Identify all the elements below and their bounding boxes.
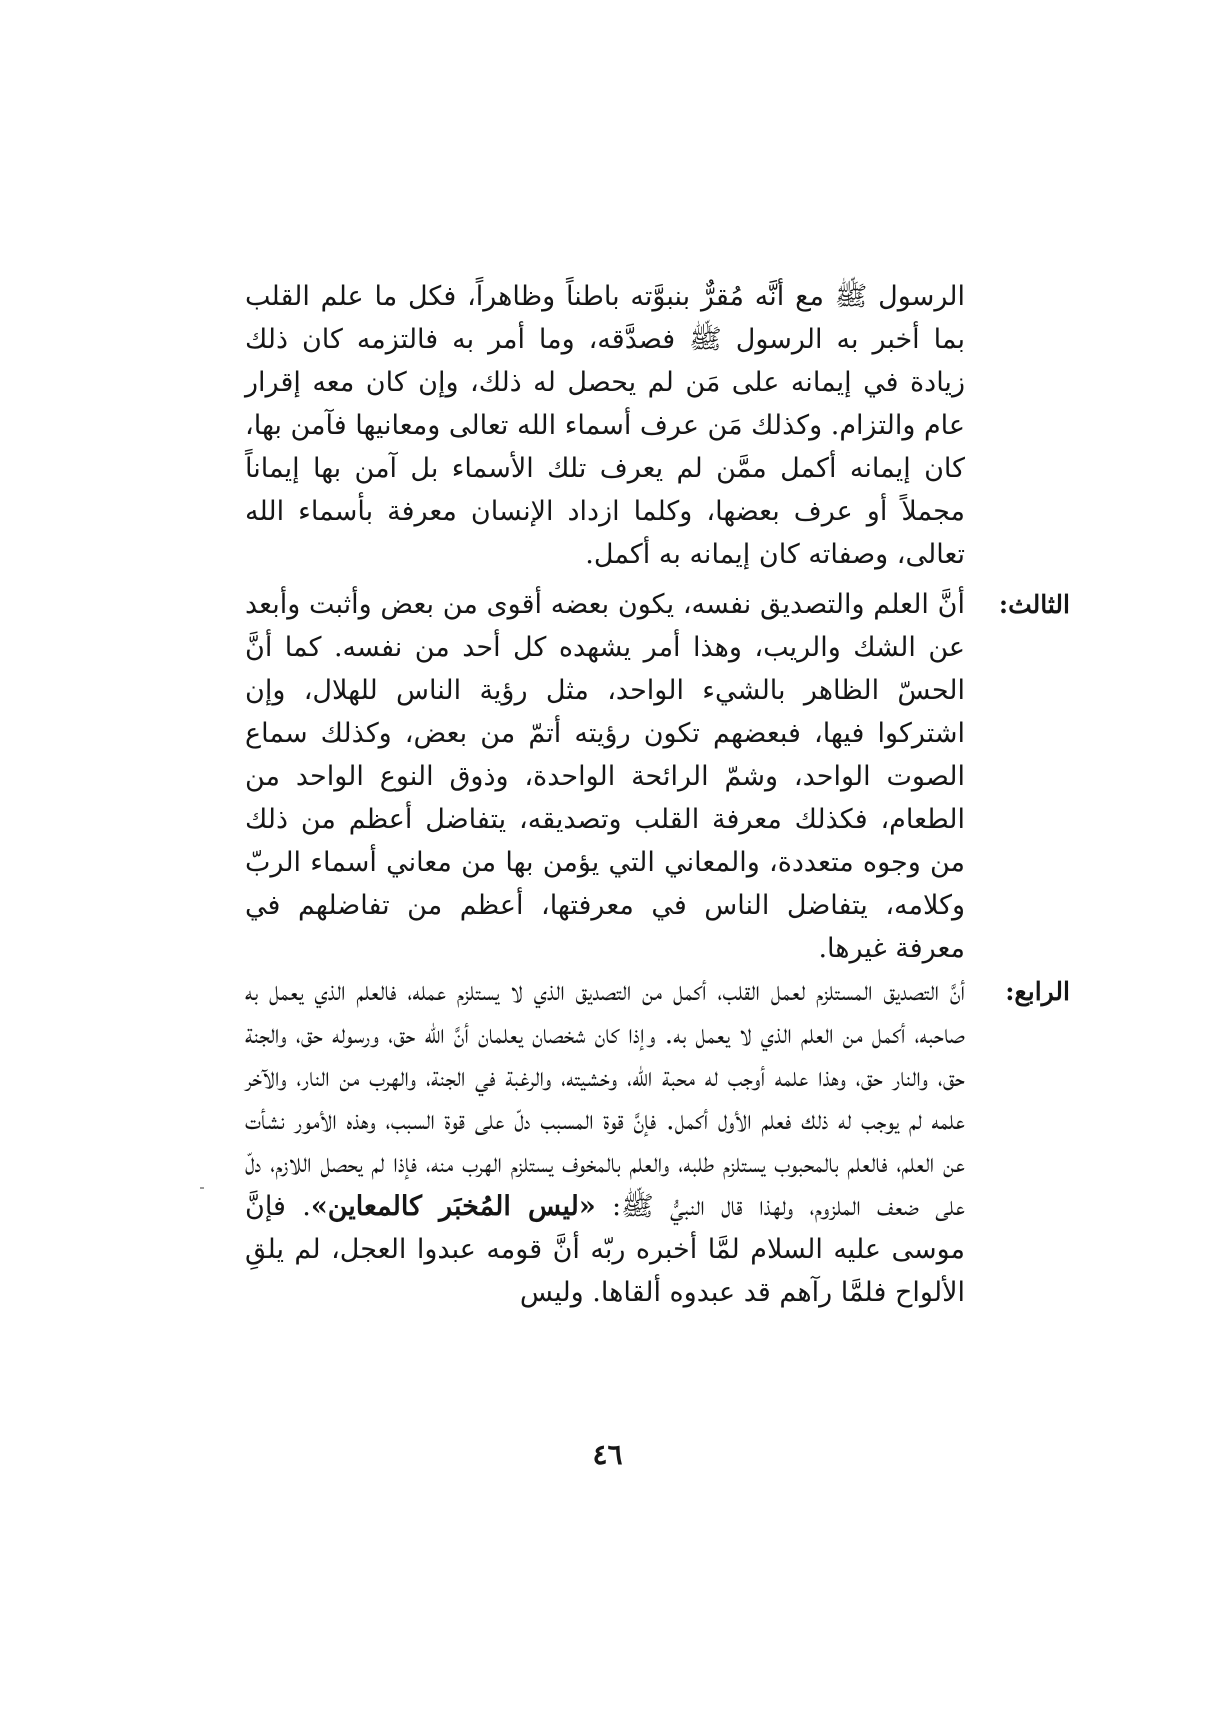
intro-paragraph: الرسول ﷺ مع أنَّه مُقرٌّ بنبوَّته باطناً وظاهراً، فكل ما علم القلب بما أخبر به الرسول ﷺ فصدَّقه، وما أمر به فالتزمه كان ذلك زيادة في إيمانه على مَن لم يحصل له ذلك، وإن كان معه إقرار عام والتزام. وكذلك مَن عرف أسماء الله تعالى ومعانيها فآمن بها، كان إيمانه أكمل ممَّن لم يعرف تلك الأسماء بل آمن بها إيماناً مجملاً أو عرف بعضها، وكلما ازداد الإنسان معرفة بأسماء الله تعالى، وصفاته كان إيمانه به أكمل. <box>245 281 965 570</box>
hadith-quote: «ليس المُخبَر كالمعاين» <box>310 1191 596 1222</box>
page-number <box>0 1438 1205 1471</box>
section-fourth <box>245 970 1070 1314</box>
section-fourth-label: الرابع: <box>1005 977 1070 1006</box>
section-third-label: الثالث: <box>998 590 1070 619</box>
margin-mark <box>200 1187 204 1189</box>
section-fourth-body <box>245 970 965 1314</box>
section-fourth-text-after-quote: . فإنَّ موسى عليه السلام لمَّا أخبره ربّه أنَّ قومه عبدوا العجل، لم يلقِ الألواح فلمَّا رآهم قد عبدوه ألقاها. وليس <box>245 1191 965 1308</box>
section-third-body: أنَّ العلم والتصديق نفسه، يكون بعضه أقوى من بعض وأثبت وأبعد عن الشك والريب، وهذا أمر يشهده كل أحد من نفسه. كما أنَّ الحسّ الظاهر بالشيء الواحد، مثل رؤية الناس للهلال، وإن اشتركوا فيها، فبعضهم تكون رؤيته أتمّ من بعض، وكذلك سماع الصوت الواحد، وشمّ الرائحة الواحدة، وذوق النوع الواحد من الطعام، فكذلك معرفة القلب وتصديقه، يتفاضل أعظم من ذلك من وجوه متعددة، والمعاني التي يؤمن بها من معاني أسماء الربّ وكلامه، يتفاضل الناس في معرفتها، أعظم من تفاضلهم في معرفة غيرها. <box>245 589 965 964</box>
page-number-value: ٤٦ <box>592 1438 623 1471</box>
section-third <box>245 583 1070 970</box>
section-fourth-text-before-quote: أنَّ التصديق المستلزم لعمل القلب، أكمل من التصديق الذي لا يستلزم عمله، فالعلم الذي يعمل به صاحبه، أكمل من العلم الذي لا يعمل به. وإذا كان شخصان يعلمان أنَّ الله حق، ورسوله حق، والجنة حق، والنار حق، وهذا علمه أوجب له محبة الله، وخشيته، والرغبة في الجنة، والهرب من النار، والآخر علمه لم يوجب له ذلك فعلم الأول أكمل. فإنَّ قوة المسبب دلّ على قوة السبب، وهذه الأمور نشأت عن العلم، فالعلم بالمحبوب يستلزم طلبه، والعلم بالمخوف يستلزم الهرب منه، فإذا لم يحصل اللازم، دلّ على ضعف الملزوم، ولهذا قال النبيُّ ﷺ: <box>245 976 965 1222</box>
